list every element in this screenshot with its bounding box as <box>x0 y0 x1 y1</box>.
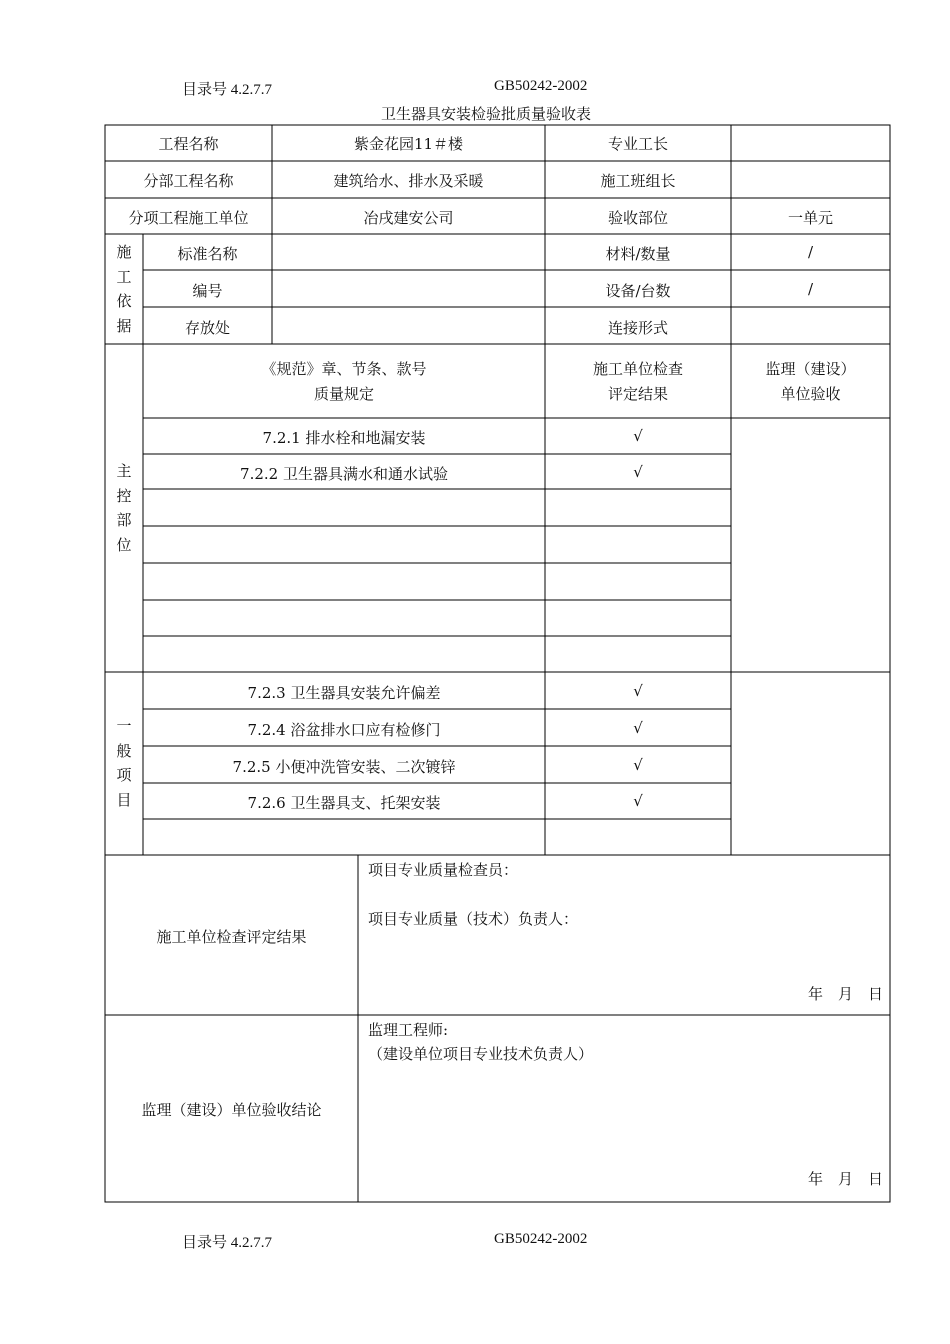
equipment-value: / <box>807 280 814 298</box>
standard-name-label: 标准名称 <box>177 245 238 263</box>
general-result: √ <box>633 719 643 737</box>
material-value: / <box>807 243 814 261</box>
contractor-value: 冶戌建安公司 <box>363 209 454 227</box>
equipment-label: 设备/台数 <box>605 282 671 300</box>
main-control-item: 7.2.1 排水栓和地漏安装 <box>262 429 426 447</box>
quality-inspector-label: 项目专业质量检查员： <box>368 861 519 879</box>
supervising-engineer-label: 监理工程师: <box>368 1021 449 1039</box>
code-label: 编号 <box>192 282 223 300</box>
contractor-label: 分项工程施工单位 <box>128 209 249 227</box>
supervisor-date: 年 月 日 <box>808 1170 884 1188</box>
sub-project-label: 分部工程名称 <box>143 172 234 190</box>
project-name-value: 紫金花园11＃楼 <box>353 135 464 153</box>
contractor-date: 年 月 日 <box>808 985 884 1003</box>
spec-column-header: 《规范》章、节条、款号 质量规定 <box>261 360 427 403</box>
foreman-label: 专业工长 <box>607 135 668 153</box>
general-section-label: 一 般 项 目 <box>116 717 132 809</box>
main-control-section-label: 主 控 部 位 <box>116 462 132 554</box>
owner-representative-label: （建设单位项目专业技术负责人） <box>368 1045 594 1063</box>
contractor-result-label: 施工单位检查评定结果 <box>156 928 307 946</box>
acceptance-part-label: 验收部位 <box>607 209 668 227</box>
general-item: 7.2.5 小便冲洗管安装、二次镀锌 <box>232 758 456 776</box>
team-leader-label: 施工班组长 <box>600 172 676 190</box>
page-title: 卫生器具安装检验批质量验收表 <box>381 105 592 123</box>
footer-catalog-number: 目录号 4.2.7.7 <box>182 1235 273 1251</box>
general-result: √ <box>633 682 643 700</box>
general-item: 7.2.6 卫生器具支、托架安装 <box>247 794 441 812</box>
check-column-header: 施工单位检查 评定结果 <box>592 360 683 403</box>
acceptance-part-value: 一单元 <box>787 209 833 227</box>
main-control-result: √ <box>633 463 643 481</box>
basis-section-label: 施 工 依 据 <box>116 243 132 335</box>
storage-label: 存放处 <box>184 319 230 337</box>
sub-project-value: 建筑给水、排水及采暖 <box>333 172 484 190</box>
supervise-column-header: 监理（建设） 单位验收 <box>765 360 856 403</box>
supervisor-result-label: 监理（建设）单位验收结论 <box>141 1101 322 1119</box>
standard-code: GB50242-2002 <box>494 78 588 94</box>
main-control-result: √ <box>633 427 643 445</box>
project-name-label: 工程名称 <box>158 135 219 153</box>
general-result: √ <box>633 756 643 774</box>
quality-manager-label: 项目专业质量（技术）负责人： <box>368 910 579 928</box>
general-result: √ <box>633 792 643 810</box>
connection-label: 连接形式 <box>607 319 668 337</box>
footer-standard-code: GB50242-2002 <box>494 1231 588 1247</box>
catalog-number: 目录号 4.2.7.7 <box>182 82 273 98</box>
general-item: 7.2.4 浴盆排水口应有检修门 <box>247 721 441 739</box>
general-item: 7.2.3 卫生器具安装允许偏差 <box>247 684 441 702</box>
material-label: 材料/数量 <box>605 245 671 263</box>
main-control-item: 7.2.2 卫生器具满水和通水试验 <box>240 465 448 483</box>
